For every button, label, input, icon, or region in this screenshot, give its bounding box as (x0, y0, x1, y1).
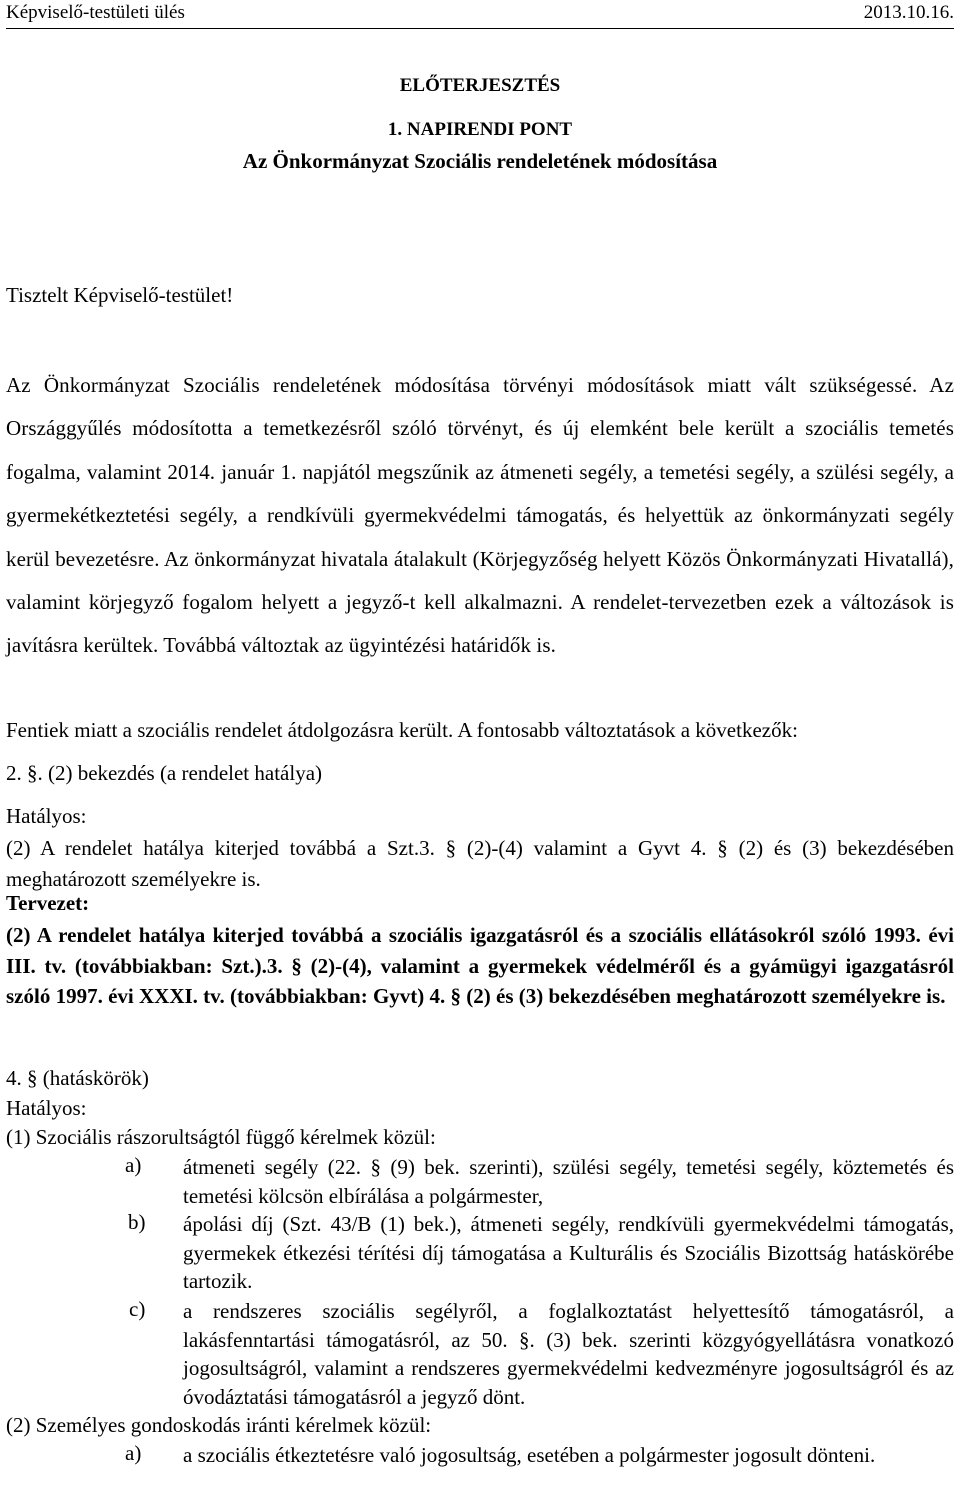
list-marker: a) (125, 1441, 142, 1465)
list-text: a rendszeres szociális segélyről, a foglalkoztatást helyettesítő támogatásról, a lakásfenntartási támogatásról, az 50. §. (3) bek. szerinti közgyógyellátásra vonatkozó jogosultságról, valamint a rendszeres gyermekvédelmi kedvezményre jogosultságról és az óvodáztatási támogatásról a jegyző dönt. (183, 1299, 954, 1409)
fentiek-paragraph: Fentiek miatt a szociális rendelet átdolgozásra került. A fontosabb változtatások a következők: (6, 718, 798, 742)
list-marker: c) (129, 1297, 146, 1321)
section1-heading: 2. §. (2) bekezdés (a rendelet hatálya) (6, 761, 323, 785)
section2-sub2: (2) Személyes gondoskodás iránti kérelmek közül: (6, 1413, 432, 1437)
list-text: a szociális étkeztetésre való jogosultság, esetében a polgármester jogosult dönteni. (183, 1443, 876, 1467)
list-marker: b) (128, 1210, 146, 1234)
section1-tervezet-label: Tervezet: (6, 891, 90, 915)
list-marker: a) (125, 1153, 142, 1177)
list-text: átmeneti segély (22. § (9) bek. szerinti), szülési segély, temetési segély, köztemetés és temetési kölcsön elbírálása a polgármester, (183, 1155, 954, 1208)
header-date: 2013.10.16. (863, 2, 954, 23)
section1-tervezet-text: (2) A rendelet hatálya kiterjed továbbá a szociális igazgatásról és a szociális ellátásokról szóló 1993. évi III. tv. (továbbiakban: Szt.).3. § (2)-(4), valamint a gyermekek védelméről és a gyámügyi igazgatásról szóló 1997. évi XXXI. tv. (továbbiakban: Gyvt) 4. § (2) és (3) bekezdésében meghatározott személyekre is. (6, 923, 954, 1008)
salutation: Tisztelt Képviselő-testület! (6, 283, 234, 307)
section1-hatalyos-text: (2) A rendelet hatálya kiterjed továbbá a Szt.3. § (2)-(4) valamint a Gyvt 4. § (2) és (3) bekezdésében meghatározott személyekre is. (6, 836, 954, 891)
section2-hatalyos-label: Hatályos: (6, 1096, 87, 1120)
agenda-item-title: 1. NAPIRENDI PONT (387, 119, 573, 140)
page-header (6, 0, 954, 29)
intro-paragraph: Az Önkormányzat Szociális rendeletének módosítása törvényi módosítások miatt vált szükségessé. Az Országgyűlés módosította a temetkezésről szóló törvényt, és új elemként bele került a szociális temetés fogalma, valamint 2014. január 1. napjától megszűnik az átmeneti segély, a temetési segély, a szülési segély, a gyermekétkeztetési segély, a rendkívüli gyermekvédelmi támogatás, és helyettük az önkormányzati segély kerül bevezetésre. Az önkormányzat hivatala átalakult (Körjegyzőség helyett Közös Önkormányzati Hivatallá), valamint körjegyző fogalom helyett a jegyző-t kell alkalmazni. A rendelet-tervezetben ezek a változások is javításra kerültek. Továbbá változtak az ügyintézési határidők is. (6, 373, 954, 658)
header-meeting-title: Képviselő-testületi ülés (6, 2, 185, 23)
list-text: ápolási díj (Szt. 43/B (1) bek.), átmeneti segély, rendkívüli gyermekvédelmi támogatás, gyermekek étkezési térítési díj támogatása a Kulturális és Szociális Bizottság hatáskörébe tartozik. (183, 1212, 954, 1293)
subject-title: Az Önkormányzat Szociális rendeletének módosítása (242, 149, 718, 173)
document-type-title: ELŐTERJESZTÉS (399, 75, 561, 96)
section1-hatalyos-label: Hatályos: (6, 804, 87, 828)
section2-heading: 4. § (hatáskörök) (6, 1066, 149, 1090)
section2-sub1: (1) Szociális rászorultságtól függő kérelmek közül: (6, 1125, 436, 1149)
